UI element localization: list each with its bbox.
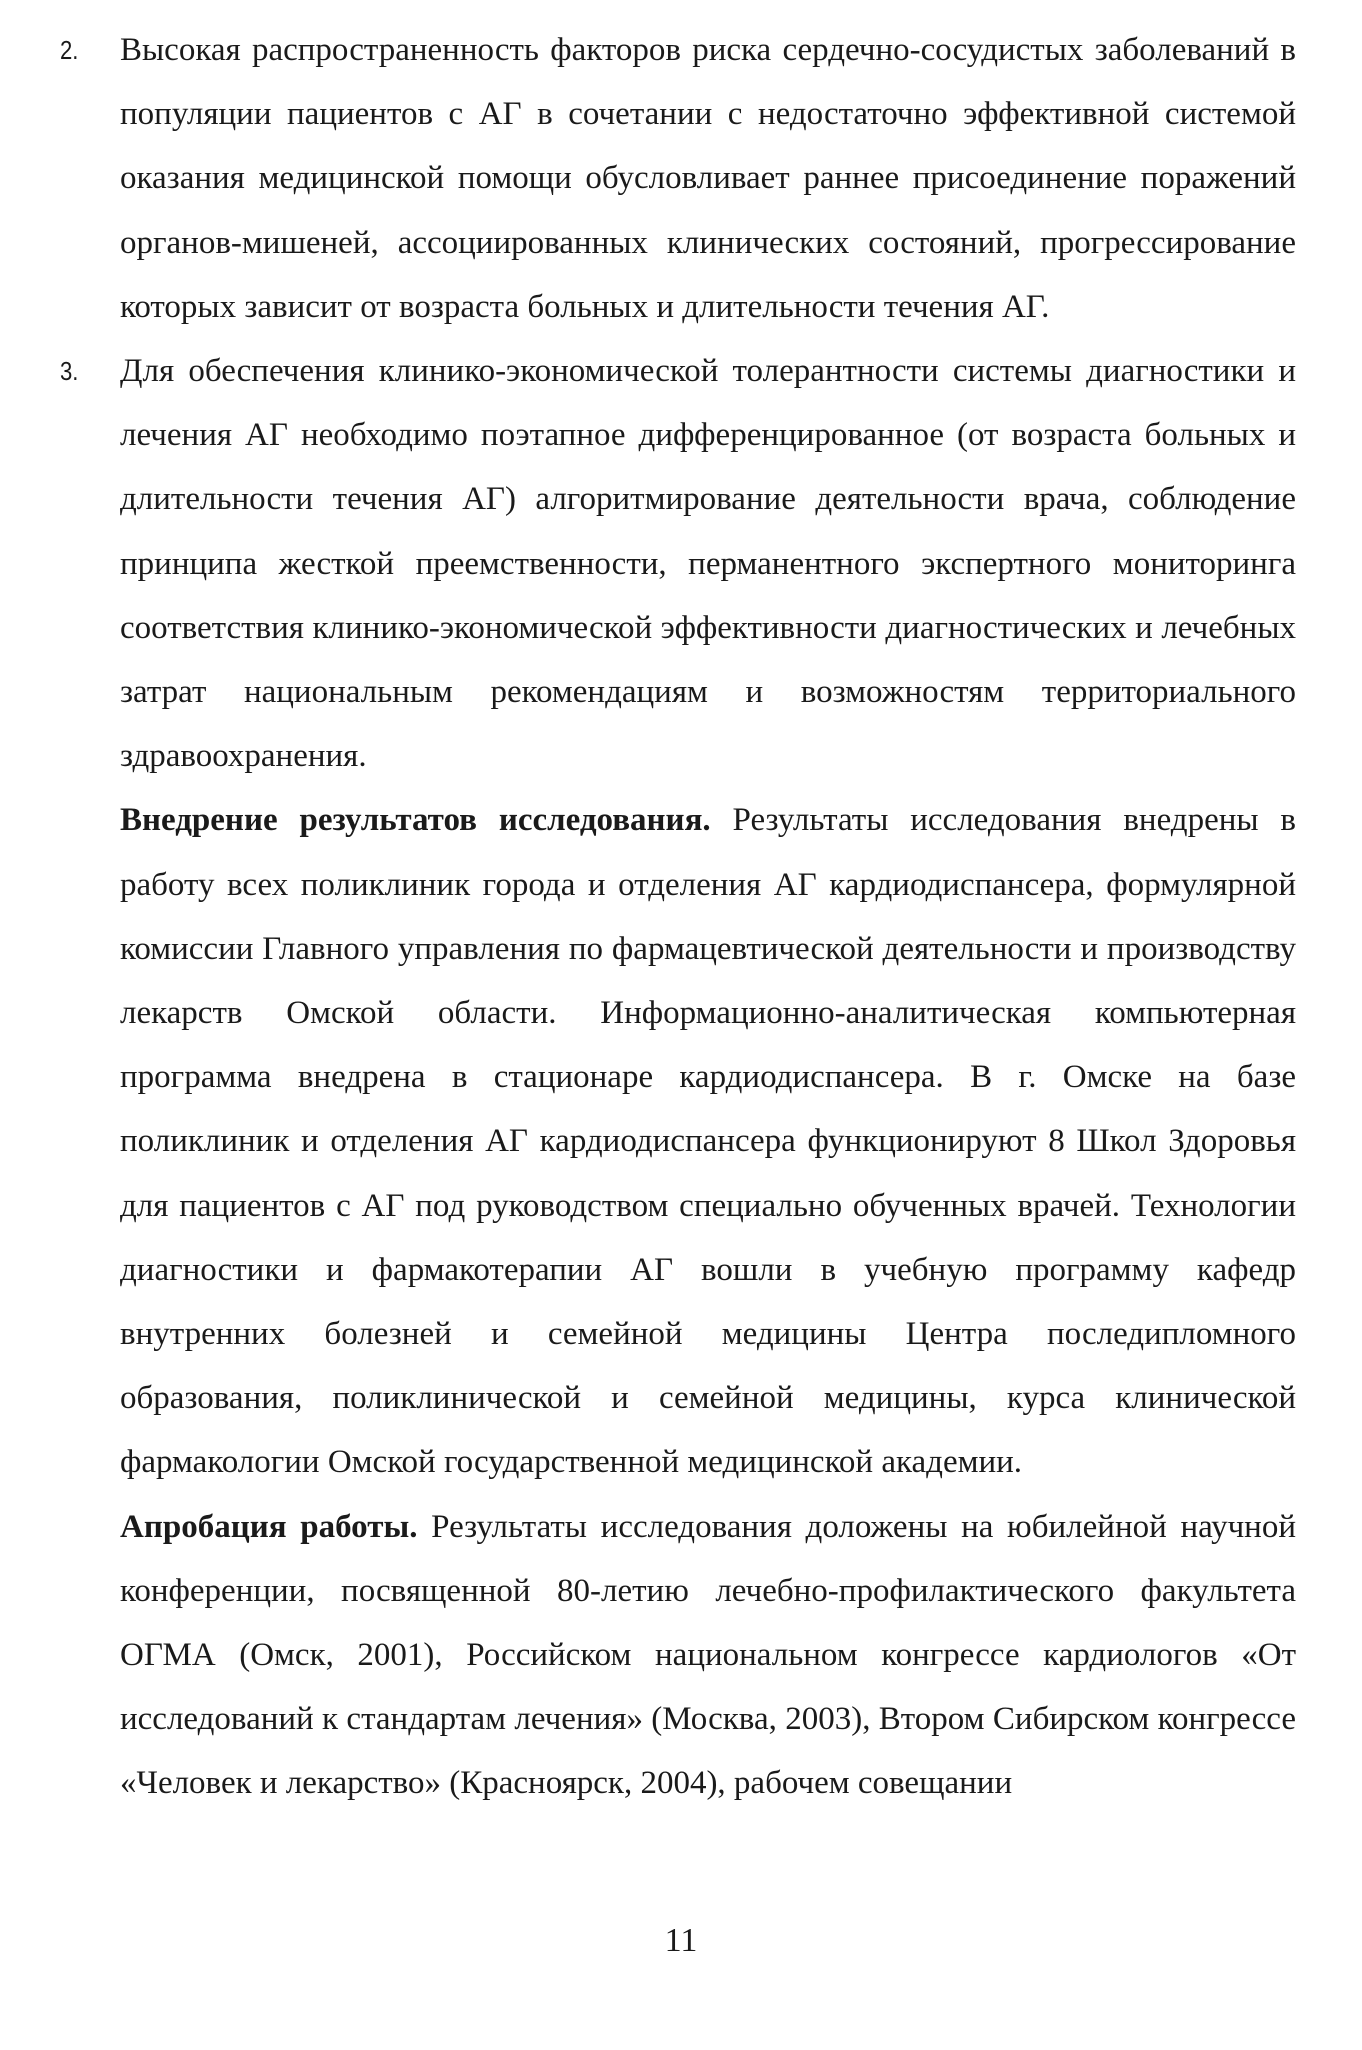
implementation-heading: Внедрение результатов исследования. [120,802,711,839]
approbation-paragraph [120,1495,1296,1816]
list-item-text-content: Высокая распространенность факторов риска сердечно-сосудистых заболеваний в популяции пациентов с АГ в сочетании с недостаточно эффективной системой оказания медицинской помощи обусловливает раннее присоединение поражений органов-мишеней, ассоциированных клинических состояний, прогрессирование которых зависит от возраста больных и длительности течения АГ. [120,32,1296,325]
list-item-text [120,18,1296,339]
list-item-2 [60,18,1296,339]
page-number: 11 [664,1922,698,1959]
body-text [60,18,1296,1816]
list-item-3 [60,339,1296,788]
approbation-text: Результаты исследования доложены на юбилейной научной конференции, посвященной 80-летию лечебно-профилактического факультета ОГМА (Омск, 2001), Российском национальном конгрессе кардиологов «От исследований к стандартам лечения» (Москва, 2003), Втором Сибирском конгрессе «Человек и лекарство» (Красноярск, 2004), рабочем совещании [120,1508,1296,1802]
implementation-text: Результаты исследования внедрены в работу всех поликлиник города и отделения АГ кардиодиспансера, формулярной комиссии Главного управления по фармацевтической деятельности и производству лекарств Омской области. Информационно-аналитическая компьютерная программа внедрена в стационаре кардиодиспансера. В г. Омске на базе поликлиник и отделения АГ кардиодиспансера функционируют 8 Школ Здоровья для пациентов с АГ под руководством специально обученных врачей. Технологии диагностики и фармакотерапии АГ вошли в учебную программу кафедр внутренних болезней и семейной медицины Центра последипломного образования, поликлинической и семейной медицины, курса клинической фармакологии Омской государственной медицинской академии. [120,802,1296,1481]
list-number: 2. [60,35,79,65]
approbation-heading: Апробация работы. [120,1508,418,1545]
list-number: 3. [60,356,79,387]
list-item-text-content: Для обеспечения клинико-экономической толерантности системы диагностики и лечения АГ необходимо поэтапное дифференцированное (от возраста больных и длительности течения АГ) алгоритмирование деятельности врача, соблюдение принципа жесткой преемственности, перманентного экспертного мониторинга соответствия клинико-экономической эффективности диагностических и лечебных затрат национальным рекомендациям и возможностям территориального здравоохранения. [120,353,1296,775]
implementation-paragraph [120,788,1296,1494]
list-item-text [120,339,1296,788]
